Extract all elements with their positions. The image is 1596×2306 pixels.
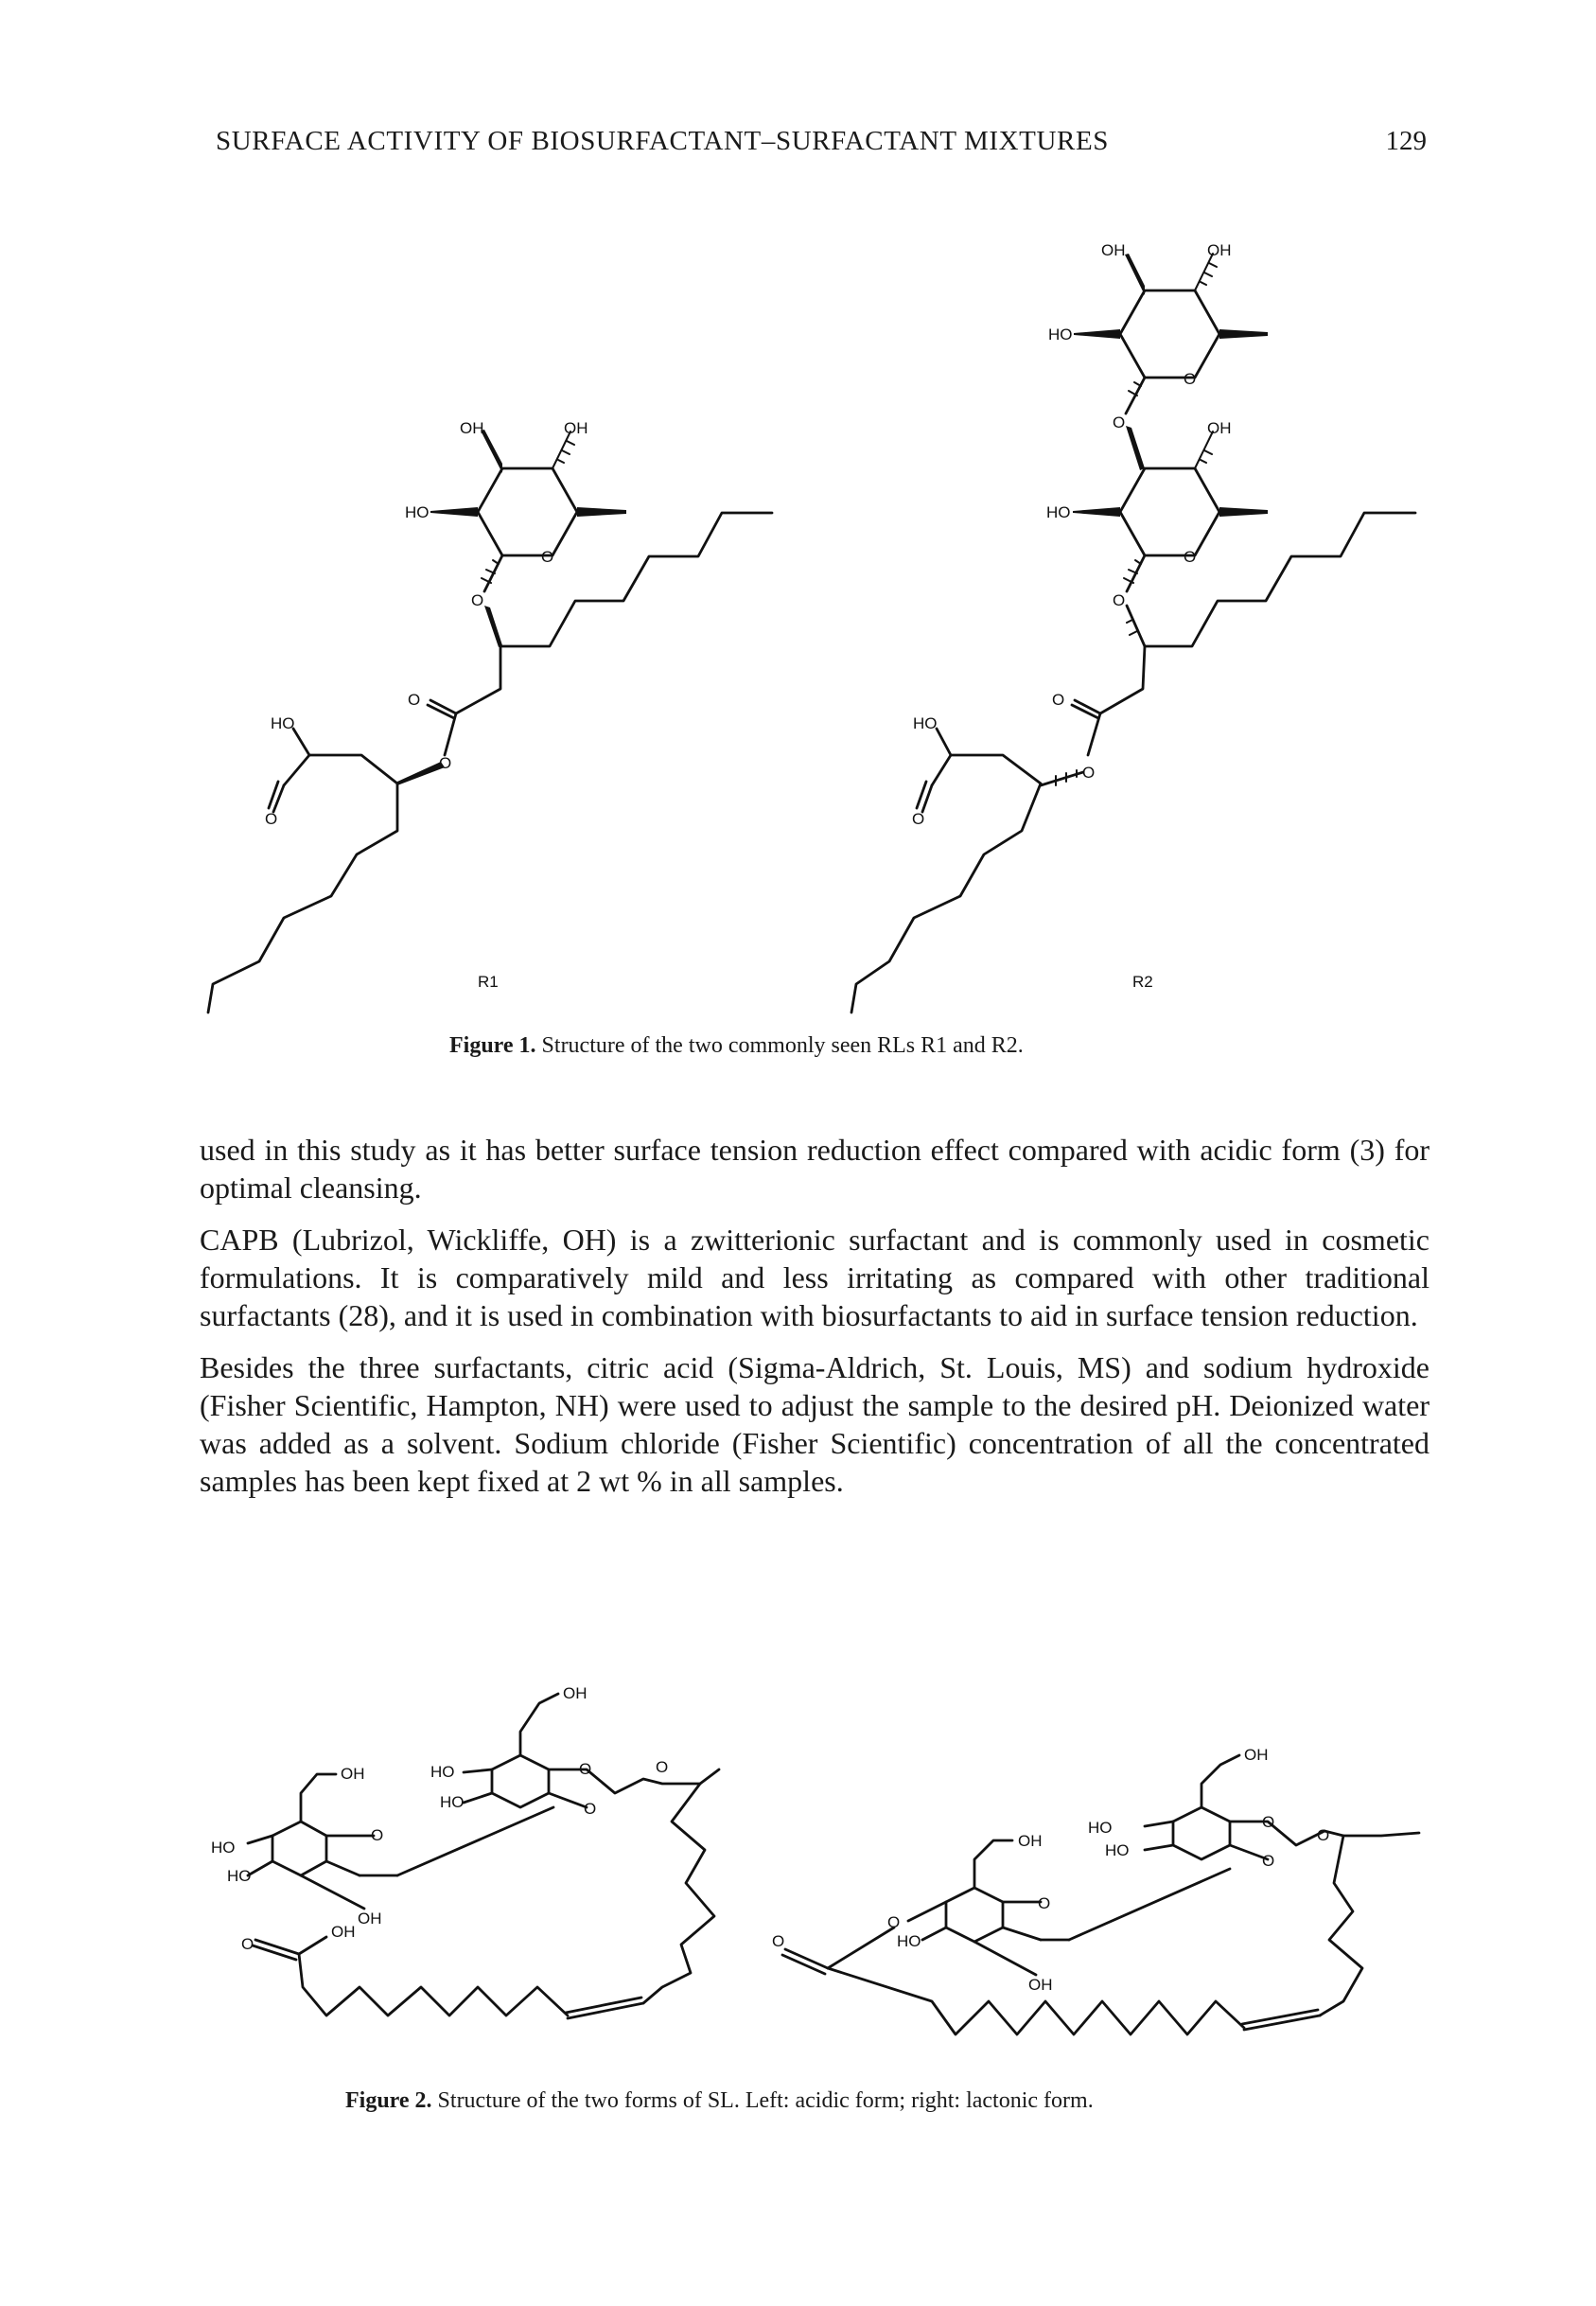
svg-text:O: O	[1038, 1894, 1051, 1912]
figure-2-structures	[0, 1661, 1596, 2077]
svg-text:OH: OH	[358, 1910, 382, 1928]
figure-1-caption-label: Figure 1.	[449, 1033, 536, 1058]
svg-text:OH: OH	[331, 1923, 356, 1941]
r1-stereo-wedge	[484, 606, 502, 647]
r1-oh-2: OH	[564, 419, 588, 437]
r1-ring-o: O	[541, 548, 554, 566]
r1-ho-wedge	[430, 507, 478, 517]
sophorolipid-acidic-structure	[211, 1684, 719, 2018]
r1-sugar-ring	[478, 468, 577, 555]
svg-text:O: O	[1113, 591, 1126, 609]
r1-glycosidic-o: O	[471, 591, 484, 609]
svg-text:O: O	[241, 1935, 254, 1953]
figure-1	[0, 218, 1596, 1069]
svg-text:HO: HO	[440, 1793, 465, 1811]
svg-text:HO: HO	[897, 1932, 921, 1950]
page-number: 129	[1385, 126, 1427, 156]
svg-text:O: O	[1184, 370, 1197, 388]
r1-ester-o: O	[439, 754, 452, 772]
label-r1: R1	[478, 973, 499, 991]
rhamnolipid-r1-structure	[208, 419, 772, 1012]
svg-text:O: O	[1113, 414, 1126, 431]
paragraph-1: used in this study as it has better surface tension reduction effect compared with acidic form (3) for optimal cleansing.	[200, 1133, 1429, 1205]
svg-text:HO: HO	[430, 1763, 455, 1781]
svg-text:HO: HO	[1105, 1841, 1130, 1859]
r1-acid-ho: HO	[271, 714, 295, 732]
svg-text:HO: HO	[913, 714, 938, 732]
figure-1-structures	[0, 218, 1596, 1069]
paragraph-3: Besides the three surfactants, citric acid (Sigma-Aldrich, St. Louis, MS) and sodium hydroxide (Fisher Scientific, Hampton, NH) were used to adjust the sample to the desired pH. Deionized water was added as a solvent. Sodium chloride (Fisher Scientific) concentration of all the concentrated samples has been kept fixed at 2 wt % in all samples.	[200, 1350, 1429, 1498]
svg-text:HO: HO	[1088, 1819, 1113, 1837]
running-header	[216, 126, 1427, 173]
svg-text:OH: OH	[1244, 1746, 1269, 1764]
svg-text:O: O	[887, 1913, 901, 1931]
svg-text:O: O	[1082, 764, 1096, 782]
svg-text:O: O	[772, 1932, 785, 1950]
svg-text:O: O	[1052, 691, 1065, 709]
r1-acid-o: O	[265, 810, 278, 828]
svg-text:O: O	[371, 1826, 384, 1844]
svg-text:HO: HO	[1046, 503, 1071, 521]
svg-text:OH: OH	[1028, 1976, 1053, 1994]
svg-text:OH: OH	[1018, 1832, 1043, 1850]
figure-2	[0, 1661, 1596, 2124]
r1-ho: HO	[405, 503, 430, 521]
svg-text:HO: HO	[227, 1867, 252, 1885]
svg-text:O: O	[579, 1760, 592, 1778]
svg-text:O: O	[1262, 1813, 1275, 1831]
rhamnolipid-r2-structure	[851, 241, 1415, 1012]
r2-upper-sugar-ring	[1120, 290, 1219, 378]
r1-carbonyl-o: O	[408, 691, 421, 709]
svg-text:HO: HO	[211, 1839, 236, 1857]
figure-1-caption-text: Structure of the two commonly seen RLs R1 and R2.	[541, 1033, 1024, 1058]
r1-oh-1: OH	[460, 419, 484, 437]
svg-text:OH: OH	[563, 1684, 588, 1702]
svg-text:O: O	[912, 810, 925, 828]
sophorolipid-lactonic-structure	[772, 1746, 1419, 2034]
label-r2: R2	[1132, 973, 1153, 991]
svg-text:OH: OH	[1207, 241, 1232, 259]
svg-text:OH: OH	[1101, 241, 1126, 259]
svg-text:O: O	[656, 1758, 669, 1776]
paragraph-2: CAPB (Lubrizol, Wickliffe, OH) is a zwitterionic surfactant and is commonly used in cosmetic formulations. It is comparatively mild and less irritating as compared with other traditional surfactants (28), and it is used in combination with biosurfactants to aid in surface tension reduction.	[200, 1223, 1429, 1332]
svg-text:OH: OH	[341, 1765, 365, 1783]
figure-1-caption	[449, 1033, 1024, 1059]
body-text	[200, 1131, 1429, 1514]
svg-text:OH: OH	[1207, 419, 1232, 437]
r1-methyl-wedge	[577, 507, 626, 517]
svg-text:HO: HO	[1048, 326, 1073, 343]
svg-text:O: O	[584, 1800, 597, 1818]
figure-2-caption-label: Figure 2.	[345, 2088, 432, 2113]
svg-text:O: O	[1184, 548, 1197, 566]
figure-2-caption-text: Structure of the two forms of SL. Left: acidic form; right: lactonic form.	[437, 2088, 1094, 2113]
running-title: SURFACE ACTIVITY OF BIOSURFACTANT–SURFACTANT MIXTURES	[216, 126, 1109, 156]
svg-text:O: O	[1262, 1852, 1275, 1870]
svg-text:O: O	[1317, 1826, 1330, 1844]
r2-lower-sugar-ring	[1120, 468, 1219, 555]
figure-2-caption	[345, 2088, 1094, 2114]
